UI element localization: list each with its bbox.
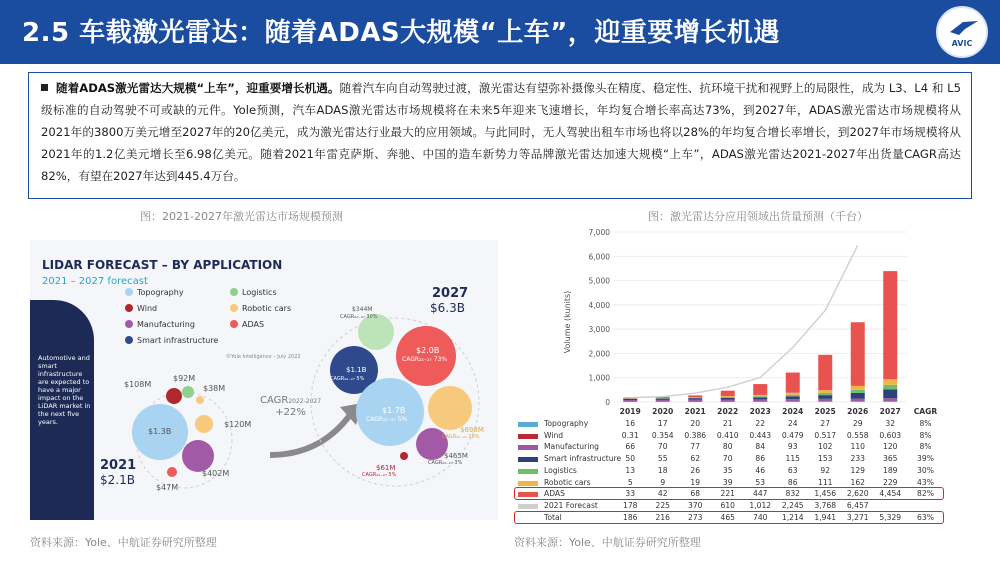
- bar-adas-2024: [786, 373, 800, 393]
- table-cell: 63: [787, 465, 798, 475]
- legend-dot: [125, 288, 133, 296]
- bar-logistics-2026: [851, 390, 865, 393]
- table-cell: 27: [820, 419, 831, 428]
- bubble-robotic-2021: [196, 396, 204, 404]
- logo-text: AVIC: [951, 39, 973, 48]
- table-cell: 186: [623, 512, 638, 522]
- bubble-robotic-2027: [428, 386, 472, 430]
- bar-smart-infrastructure-2024: [786, 396, 800, 399]
- table-cell: 0.443: [749, 430, 772, 440]
- cagr-cell: 8%: [919, 442, 932, 452]
- legend-dot: [230, 288, 238, 296]
- table-cell: 62: [690, 454, 701, 464]
- label-2027-adas: $2.0B: [416, 346, 440, 355]
- table-row: [514, 466, 974, 477]
- table-cell: 92: [820, 465, 831, 475]
- table-cell: 447: [753, 489, 768, 499]
- column-header: 2027: [879, 407, 901, 416]
- bar-smart-infrastructure-2022: [721, 398, 735, 400]
- table-cell: 6,457: [846, 500, 869, 510]
- legend-item-manufacturing: [125, 320, 195, 329]
- copyright-note: ©Yole Intelligence – July 2022: [226, 354, 301, 360]
- table-cell: 102: [818, 442, 833, 452]
- bar-adas-2023: [753, 384, 767, 395]
- cagr-sub: 2022-2027: [288, 398, 322, 405]
- row-label: Smart infrastructure: [544, 454, 622, 464]
- legend-dot: [125, 304, 133, 312]
- bar-logistics-2025: [818, 393, 832, 395]
- table-cell: 229: [883, 477, 898, 487]
- column-header: 2023: [749, 407, 771, 416]
- label-2027-wind: $61M: [376, 464, 396, 472]
- table-cell: 5,329: [879, 512, 902, 522]
- table-cell: 740: [753, 512, 768, 522]
- table-cell: 68: [690, 489, 701, 499]
- bar-robotic-cars-2024: [786, 393, 800, 395]
- table-cell: 35: [722, 465, 733, 475]
- cagr-cell: 30%: [917, 465, 934, 475]
- bar-manufacturing-2019: [623, 400, 637, 402]
- table-cell: 216: [655, 512, 670, 522]
- label-2021-manufacturing: $120M: [224, 420, 252, 429]
- bubble-wind-2027: [400, 452, 408, 460]
- label-2027-robotic-cagr: CAGR₂₂₋₂₇ 28%: [442, 434, 480, 440]
- cagr-cell: 63%: [917, 512, 934, 522]
- bullet-icon: [41, 84, 48, 91]
- table-cell: 1,456: [814, 489, 837, 499]
- table-cell: 0.479: [781, 430, 804, 440]
- bar-adas-2021: [688, 395, 702, 397]
- legend-item-smart-infrastructure: [125, 336, 218, 345]
- legend-swatch: [518, 445, 538, 450]
- year-2021: 2021: [100, 458, 137, 473]
- label-2027-robotic: $698M: [460, 426, 484, 434]
- table-cell: 832: [785, 489, 800, 499]
- row-label: Total: [544, 512, 562, 522]
- legend-item-topography: [125, 288, 184, 297]
- y-tick-label: 4,000: [588, 300, 610, 310]
- table-cell: 610: [720, 500, 735, 510]
- bar-logistics-2023: [753, 396, 767, 397]
- table-cell: 19: [690, 477, 701, 487]
- table-cell: 32: [885, 419, 896, 428]
- label-2027-top: $344M: [352, 306, 373, 313]
- label-2021-smart: $402M: [202, 469, 230, 478]
- legend-item-wind: [125, 304, 157, 313]
- table-cell: 2,245: [781, 500, 804, 510]
- summary-paragraph: [41, 77, 961, 187]
- cagr-cell: 43%: [917, 477, 934, 487]
- year-2027: 2027: [432, 286, 469, 301]
- y-tick-label: 0: [605, 398, 610, 407]
- table-cell: 225: [655, 500, 670, 510]
- legend-label: Logistics: [242, 288, 277, 297]
- legend-item-robotic-cars: [230, 304, 291, 313]
- label-2027-adas-cagr: CAGR₂₂₋₂₇ 73%: [402, 356, 448, 363]
- table-cell: 3,768: [814, 500, 837, 510]
- left-figure-caption: 图：2021-2027年激光雷达市场规模预测: [140, 210, 343, 223]
- table-cell: 86: [787, 477, 798, 487]
- summary-box: [28, 72, 972, 199]
- table-cell: 0.517: [814, 430, 837, 440]
- bar-robotic-cars-2027: [883, 379, 897, 385]
- stacked-bar-chart: [514, 222, 974, 412]
- summary-lead: 随着ADAS激光雷达大规模“上车”，迎重要增长机遇。: [56, 81, 340, 95]
- value-2021: $2.1B: [100, 473, 135, 487]
- label-2027-topography-cagr: CAGR₂₂₋₂₇ 5%: [366, 416, 408, 423]
- bar-topography-2027: [883, 401, 897, 402]
- header-bar: [0, 0, 1000, 64]
- label-2027-smart-cagr: CAGR₂₂₋₂₇ 5%: [330, 376, 365, 382]
- legend-dot: [230, 320, 238, 328]
- table-cell: 50: [625, 454, 636, 464]
- table-cell: 1,941: [814, 512, 837, 522]
- table-cell: 55: [657, 454, 668, 464]
- table-cell: 221: [720, 489, 735, 499]
- bar-topography-2024: [786, 401, 800, 402]
- legend-dot: [125, 336, 133, 344]
- lidar-forecast-figure: [30, 240, 498, 520]
- column-header-cagr: CAGR: [913, 407, 938, 416]
- cagr-cell: 8%: [919, 430, 932, 440]
- legend-swatch: [518, 434, 538, 439]
- legend-label: Wind: [137, 304, 158, 313]
- table-cell: 273: [688, 512, 703, 522]
- table-header-row: [514, 407, 974, 418]
- bar-manufacturing-2023: [753, 399, 767, 401]
- label-2021-wind: $108M: [124, 380, 152, 389]
- bar-smart-infrastructure-2020: [656, 399, 670, 400]
- bar-robotic-cars-2022: [721, 396, 735, 397]
- legend-swatch: [518, 481, 538, 486]
- table-cell: 20: [690, 419, 701, 428]
- column-header: 2022: [717, 407, 739, 416]
- label-2021-adas: $47M: [156, 483, 179, 492]
- table-cell: 1,012: [749, 500, 772, 510]
- table-cell: 0.410: [716, 430, 739, 440]
- table-cell: 29: [852, 419, 863, 428]
- bar-adas-2022: [721, 391, 735, 396]
- table-row: [514, 442, 974, 453]
- row-label: Wind: [544, 430, 564, 440]
- summary-body: 随着汽车向自动驾驶过渡，激光雷达有望弥补摄像头在精度、稳定性、抗环境干扰和视野上的局限性，成为 L3、L4 和 L5 级标准的自动驾驶不可或缺的元件。Yole预测，汽车ADAS激光雷达市场规模将在未来5年迎来飞速增长，年均复合增长率高达73%，到2027年，ADAS激光雷达市场规模将从2021年的3800万美元增至2027年的20亿美元，成为激光雷达行业最大的应用领域。与此同时，无人驾驶出租车市场也将以28%的年均复合增长率增长，到2027年市场规模将从2021年的1.2亿美元增长至6.98亿美元。随着2021年雷克萨斯、奔驰、中国的造车新势力等品牌激光雷达加速大规模“上车”，ADAS激光雷达2021-2027年出货量CAGR高达82%，有望在2027年达到445.4万台。: [41, 81, 961, 183]
- cagr-label: CAGR: [260, 395, 289, 406]
- table-cell: 18: [657, 465, 668, 475]
- table-cell: 70: [722, 454, 733, 464]
- value-2027: $6.3B: [430, 301, 465, 315]
- page-title: 2.5 车载激光雷达：随着ADAS大规模“上车”，迎重要增长机遇: [22, 18, 780, 48]
- column-header: 2026: [847, 407, 869, 416]
- bubble-smart-2021: [182, 440, 214, 472]
- bar-adas-2025: [818, 355, 832, 390]
- bubble-wind-2021: [166, 388, 182, 404]
- table-cell: 153: [818, 454, 833, 464]
- table-cell: 39: [722, 477, 733, 487]
- highlight-adas-row: [514, 487, 944, 500]
- label-2021-topography: $1.3B: [148, 427, 172, 436]
- bar-manufacturing-2025: [818, 399, 832, 401]
- wing-icon: [949, 20, 979, 36]
- bar-smart-infrastructure-2019: [623, 399, 637, 400]
- table-cell: 77: [690, 442, 701, 452]
- bar-topography-2025: [818, 401, 832, 402]
- legend-item-adas: [230, 320, 264, 329]
- table-cell: 0.386: [684, 430, 707, 440]
- table-cell: 111: [818, 477, 833, 487]
- left-source-note: 资料来源：Yole、中航证券研究所整理: [30, 536, 217, 549]
- legend-label: Smart infrastructure: [137, 336, 219, 345]
- row-label: Topography: [544, 419, 589, 428]
- table-cell: 0.354: [651, 430, 674, 440]
- table-cell: 33: [625, 489, 636, 499]
- row-label: ADAS: [544, 489, 565, 499]
- table-cell: 42: [657, 489, 668, 499]
- table-cell: 465: [720, 512, 735, 522]
- bar-topography-2022: [721, 401, 735, 402]
- y-axis-label: Volume (kunits): [563, 290, 572, 354]
- table-row: [514, 431, 974, 442]
- bar-topography-2023: [753, 401, 767, 402]
- bar-logistics-2021: [688, 397, 702, 398]
- right-source-note: 资料来源：Yole、中航证券研究所整理: [514, 536, 701, 549]
- row-label: Logistics: [544, 465, 577, 475]
- table-cell: 0.558: [846, 430, 869, 440]
- shipment-forecast-figure: [514, 222, 974, 530]
- column-header: 2024: [782, 407, 804, 416]
- highlight-total-row: [514, 511, 944, 524]
- bar-adas-2027: [883, 271, 897, 379]
- table-cell: 0.31: [621, 430, 639, 440]
- bar-smart-infrastructure-2023: [753, 397, 767, 399]
- bar-manufacturing-2024: [786, 399, 800, 401]
- bar-logistics-2024: [786, 395, 800, 397]
- table-cell: 21: [722, 419, 733, 428]
- label-2027-wind-cagr: CAGR₂₂₋₂₇ 5%: [362, 472, 397, 478]
- bar-robotic-cars-2025: [818, 390, 832, 393]
- bar-manufacturing-2022: [721, 400, 735, 402]
- y-tick-label: 1,000: [588, 373, 610, 383]
- table-cell: 2,620: [846, 489, 869, 499]
- table-cell: 3,271: [846, 512, 869, 522]
- figure-subtitle: 2021 – 2027 forecast: [42, 276, 148, 287]
- table-cell: 1,214: [781, 512, 804, 522]
- table-cell: 93: [787, 442, 798, 452]
- table-cell: 70: [657, 442, 668, 452]
- label-2027-manufacturing: $465M: [444, 452, 468, 460]
- y-tick-label: 5,000: [588, 276, 610, 286]
- table-cell: 9: [660, 477, 666, 487]
- table-cell: 53: [755, 477, 766, 487]
- table-cell: 17: [657, 419, 668, 428]
- legend-swatch: [518, 457, 538, 462]
- table-cell: 0.603: [879, 430, 902, 440]
- bar-robotic-cars-2023: [753, 395, 767, 396]
- row-label: Manufacturing: [544, 442, 599, 452]
- side-panel-text: Automotive and smart infrastructure are expected to have a major impact on the LiDAR market in the next five years.: [38, 354, 91, 426]
- legend-label: Robotic cars: [242, 304, 292, 313]
- table-cell: 80: [722, 442, 733, 452]
- table-cell: 129: [850, 465, 865, 475]
- cagr-cell: 8%: [919, 419, 932, 428]
- bar-robotic-cars-2026: [851, 386, 865, 390]
- legend-label: Topography: [137, 288, 184, 297]
- bar-manufacturing-2027: [883, 398, 897, 401]
- legend-dot: [230, 304, 238, 312]
- row-label: 2021 Forecast: [544, 500, 598, 510]
- bar-logistics-2027: [883, 385, 897, 390]
- bar-manufacturing-2020: [656, 400, 670, 402]
- row-label: Robotic cars: [544, 477, 591, 487]
- bubble-logistics-2021: [182, 386, 194, 398]
- legend-item-logistics: [230, 288, 277, 297]
- bar-manufacturing-2021: [688, 400, 702, 402]
- table-cell: 66: [625, 442, 636, 452]
- table-cell: 365: [883, 454, 898, 464]
- label-2027-top-cagr: CAGR₂₂₋₂₇ 30%: [340, 314, 378, 320]
- table-cell: 233: [850, 454, 865, 464]
- cagr-cell: 82%: [917, 489, 934, 499]
- bar-smart-infrastructure-2027: [883, 389, 897, 398]
- bubble-manufacturing-2021: [195, 415, 213, 433]
- table-cell: 24: [787, 419, 798, 428]
- table-cell: 120: [883, 442, 898, 452]
- bar-topography-2026: [851, 401, 865, 402]
- bar-smart-infrastructure-2025: [818, 395, 832, 399]
- legend-label: ADAS: [242, 320, 265, 329]
- column-header: 2025: [814, 407, 836, 416]
- bar-smart-infrastructure-2021: [688, 398, 702, 400]
- figure-title: LIDAR FORECAST – BY APPLICATION: [42, 258, 283, 272]
- label-2027-manufacturing-cagr: CAGR₂₂₋₂₇ 3%: [428, 460, 463, 466]
- cagr-value: +22%: [275, 407, 306, 418]
- table-row: [514, 419, 974, 430]
- column-header: 2020: [652, 407, 674, 416]
- cagr-cell: 39%: [917, 454, 934, 464]
- table-cell: 178: [623, 500, 638, 510]
- table-cell: 4,454: [879, 489, 902, 499]
- table-cell: 370: [688, 500, 703, 510]
- table-cell: 84: [755, 442, 766, 452]
- bar-adas-2026: [851, 322, 865, 386]
- bubbles-2027: [310, 310, 490, 490]
- y-tick-label: 3,000: [588, 325, 610, 335]
- y-tick-label: 6,000: [588, 252, 610, 262]
- bar-manufacturing-2026: [851, 399, 865, 402]
- bubble-adas-2021: [167, 467, 177, 477]
- table-cell: 162: [850, 477, 865, 487]
- label-2027-topography: $1.7B: [382, 406, 406, 415]
- y-tick-label: 7,000: [588, 228, 610, 237]
- avic-logo: [936, 6, 988, 58]
- table-cell: 26: [690, 465, 701, 475]
- right-figure-caption: 图：激光雷达分应用领域出货量预测（千台）: [648, 210, 868, 223]
- table-cell: 86: [755, 454, 766, 464]
- legend-dot: [125, 320, 133, 328]
- bar-logistics-2022: [721, 397, 735, 398]
- table-row: [514, 454, 974, 465]
- legend-swatch: [518, 504, 538, 509]
- table-cell: 115: [785, 454, 800, 464]
- table-cell: 16: [625, 419, 636, 428]
- y-tick-label: 2,000: [588, 349, 610, 359]
- table-cell: 5: [627, 477, 633, 487]
- column-header: 2021: [684, 407, 706, 416]
- bubbles-2021: [122, 380, 252, 500]
- label-2021-robotic: $38M: [203, 384, 226, 393]
- table-cell: 13: [625, 465, 636, 475]
- label-2027-smart: $1.1B: [346, 366, 367, 374]
- table-cell: 46: [755, 465, 766, 475]
- table-cell: 110: [850, 442, 865, 452]
- legend-swatch: [518, 422, 538, 427]
- legend-swatch: [518, 469, 538, 474]
- table-cell: 189: [883, 465, 898, 475]
- side-panel: [30, 300, 94, 520]
- column-header: 2019: [619, 407, 641, 416]
- table-cell: 22: [755, 419, 766, 428]
- bar-smart-infrastructure-2026: [851, 393, 865, 399]
- legend-label: Manufacturing: [137, 320, 195, 329]
- label-2021-logistics: $92M: [173, 374, 196, 383]
